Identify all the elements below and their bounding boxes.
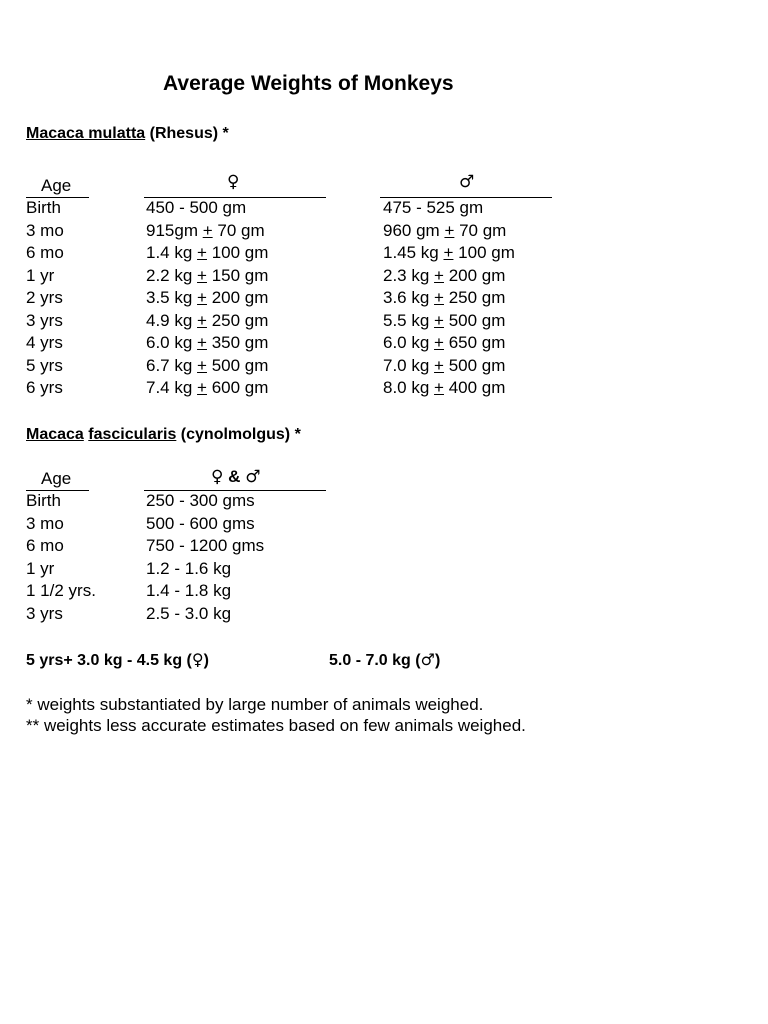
section1-female-header: ♀ xyxy=(227,172,240,192)
male-weight-cell: 6.0 kg + 650 gm xyxy=(383,333,506,352)
table-row xyxy=(0,243,768,266)
table-row xyxy=(0,536,768,559)
ampersand: & xyxy=(223,467,246,486)
age-cell: 3 yrs xyxy=(26,603,63,623)
section1-genus: Macaca mulatta xyxy=(26,125,146,142)
female-weight-cell: 450 - 500 gm xyxy=(146,198,247,217)
section2-sex-header xyxy=(211,467,260,487)
age-cell: 3 yrs xyxy=(26,310,63,330)
adult-male-text: 5.0 - 7.0 kg ( xyxy=(329,652,421,669)
page-title: Average Weights of Monkeys xyxy=(163,72,454,95)
female-symbol: ♀ xyxy=(191,650,204,669)
adult-female-text: 5 yrs+ 3.0 kg - 4.5 kg ( xyxy=(26,652,192,669)
male-weight-cell: 960 gm + 70 gm xyxy=(383,220,507,240)
table-row xyxy=(0,604,768,627)
table-row xyxy=(0,356,768,379)
table-row xyxy=(0,581,768,604)
section2-common: (cynolmolgus) * xyxy=(180,426,301,443)
age-cell: 1 yr xyxy=(26,265,55,285)
age-cell: 3 mo xyxy=(26,513,64,533)
section2-age-header: Age xyxy=(41,469,72,488)
table-row xyxy=(0,221,768,244)
female-weight-cell: 2.2 kg + 150 gm xyxy=(146,265,269,285)
male-weight-cell: 1.45 kg + 100 gm xyxy=(383,243,515,262)
age-cell: 2 yrs xyxy=(26,288,63,307)
weight-cell: 2.5 - 3.0 kg xyxy=(146,603,232,623)
table-row xyxy=(0,266,768,289)
table-row xyxy=(0,559,768,582)
female-weight-cell: 6.0 kg + 350 gm xyxy=(146,333,269,352)
paren: ) xyxy=(203,652,209,669)
paren: ) xyxy=(434,652,441,669)
male-weight-cell: 475 - 525 gm xyxy=(383,198,484,217)
male-symbol: ♂ xyxy=(245,467,261,487)
weight-cell: 750 - 1200 gms xyxy=(146,536,265,555)
weight-cell: 1.2 - 1.6 kg xyxy=(146,558,232,578)
female-weight-cell: 915gm + 70 gm xyxy=(146,220,265,240)
female-weight-cell: 3.5 kg + 200 gm xyxy=(146,288,269,307)
age-cell: 1 yr xyxy=(26,558,55,578)
age-cell: 6 yrs xyxy=(26,378,63,397)
age-cell: Birth xyxy=(26,491,61,510)
section1-male-header: ♂ xyxy=(459,172,475,192)
female-weight-cell: 6.7 kg + 500 gm xyxy=(146,355,269,375)
age-cell: 5 yrs xyxy=(26,355,63,375)
male-weight-cell: 3.6 kg + 250 gm xyxy=(383,288,506,307)
age-cell: 3 mo xyxy=(26,220,64,240)
adult-male-weight xyxy=(329,650,440,670)
male-weight-cell: 8.0 kg + 400 gm xyxy=(383,378,506,397)
table-row xyxy=(0,333,768,356)
male-weight-cell: 2.3 kg + 200 gm xyxy=(383,265,506,285)
table-row xyxy=(0,491,768,514)
footnote-2: ** weights less accurate estimates based on few animals weighed. xyxy=(26,716,526,735)
section1-heading xyxy=(26,125,229,143)
section2-species: fascicularis xyxy=(88,426,177,443)
table-row xyxy=(0,288,768,311)
table-row xyxy=(0,514,768,537)
male-weight-cell: 7.0 kg + 500 gm xyxy=(383,355,506,375)
table-row xyxy=(0,198,768,221)
female-weight-cell: 4.9 kg + 250 gm xyxy=(146,310,269,330)
age-cell: 1 1/2 yrs. xyxy=(26,581,96,600)
female-weight-cell: 7.4 kg + 600 gm xyxy=(146,378,269,397)
section1-age-header: Age xyxy=(41,176,72,195)
female-symbol: ♀ xyxy=(211,467,224,487)
table-row xyxy=(0,311,768,334)
age-cell: 4 yrs xyxy=(26,333,63,352)
footnote-1: * weights substantiated by large number of animals weighed. xyxy=(26,695,484,714)
weight-cell: 250 - 300 gms xyxy=(146,491,255,510)
male-weight-cell: 5.5 kg + 500 gm xyxy=(383,310,506,330)
age-cell: 6 mo xyxy=(26,536,64,555)
table-row xyxy=(0,378,768,401)
male-symbol: ♂ xyxy=(420,650,435,669)
section2-genus: Macaca xyxy=(26,426,84,443)
weight-cell: 1.4 - 1.8 kg xyxy=(146,581,232,600)
female-weight-cell: 1.4 kg + 100 gm xyxy=(146,243,269,262)
section2-heading xyxy=(26,426,301,444)
adult-female-weight xyxy=(26,650,209,670)
section1-common: (Rhesus) * xyxy=(149,125,229,142)
age-cell: 6 mo xyxy=(26,243,64,262)
age-cell: Birth xyxy=(26,198,61,217)
weight-cell: 500 - 600 gms xyxy=(146,513,255,533)
